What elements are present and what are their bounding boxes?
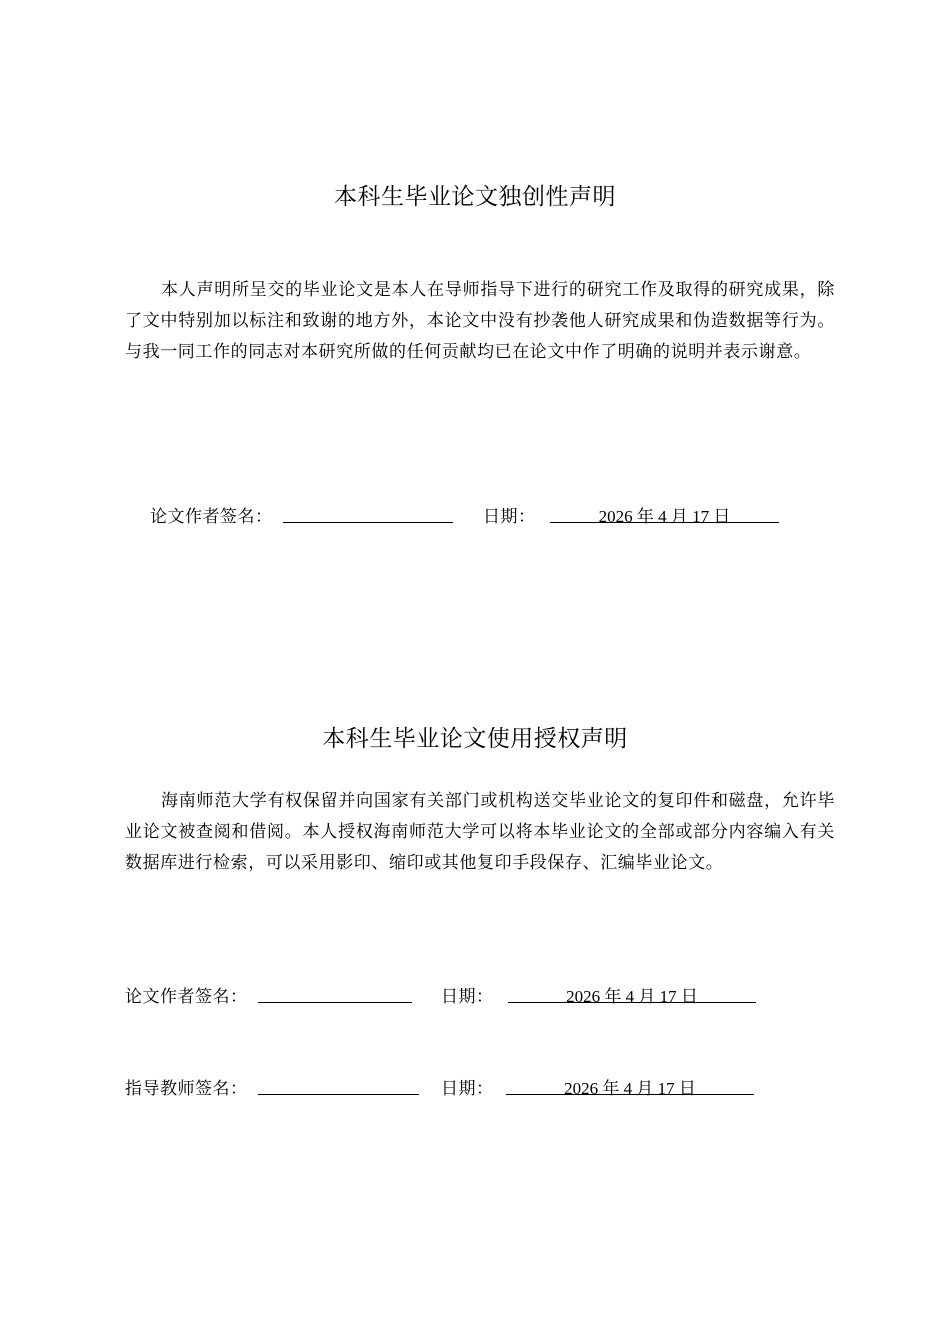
date-value: 2026 年 4 月 17 日 [566, 987, 698, 1006]
authorization-body: 海南师范大学有权保留并向国家有关部门或机构送交毕业论文的复印件和磁盘，允许毕业论文被查阅和借阅。本人授权海南师范大学可以将本毕业论文的全部或部分内容编入有关数据库进行检索，可以采用影印、缩印或其他复印手段保存、汇编毕业论文。 [125, 791, 835, 873]
date-value: 2026 年 4 月 17 日 [598, 507, 731, 526]
authorization-title: 本科生毕业论文使用授权声明 [322, 726, 628, 752]
author-signature-label: 论文作者签名： [125, 987, 248, 1007]
advisor-signature-line[interactable] [258, 1094, 419, 1095]
date-label: 日期： [441, 1079, 494, 1099]
authorization-author-row [125, 982, 765, 1006]
advisor-signature-label: 指导教师签名： [125, 1079, 248, 1099]
originality-title: 本科生毕业论文独创性声明 [334, 184, 616, 210]
authorization-advisor-row [125, 1074, 765, 1098]
originality-signature-row [150, 502, 790, 526]
author-signature-line[interactable] [258, 1002, 412, 1003]
date-label: 日期： [441, 987, 494, 1007]
author-signature-label: 论文作者签名： [150, 507, 273, 527]
date-value: 2026 年 4 月 17 日 [564, 1079, 696, 1098]
date-label: 日期： [483, 507, 536, 527]
author-signature-line[interactable] [283, 522, 453, 523]
originality-body: 本人声明所呈交的毕业论文是本人在导师指导下进行的研究工作及取得的研究成果，除了文中特别加以标注和致谢的地方外，本论文中没有抄袭他人研究成果和伪造数据等行为。与我一同工作的同志对本研究所做的任何贡献均已在论文中作了明确的说明并表示谢意。 [125, 280, 835, 362]
